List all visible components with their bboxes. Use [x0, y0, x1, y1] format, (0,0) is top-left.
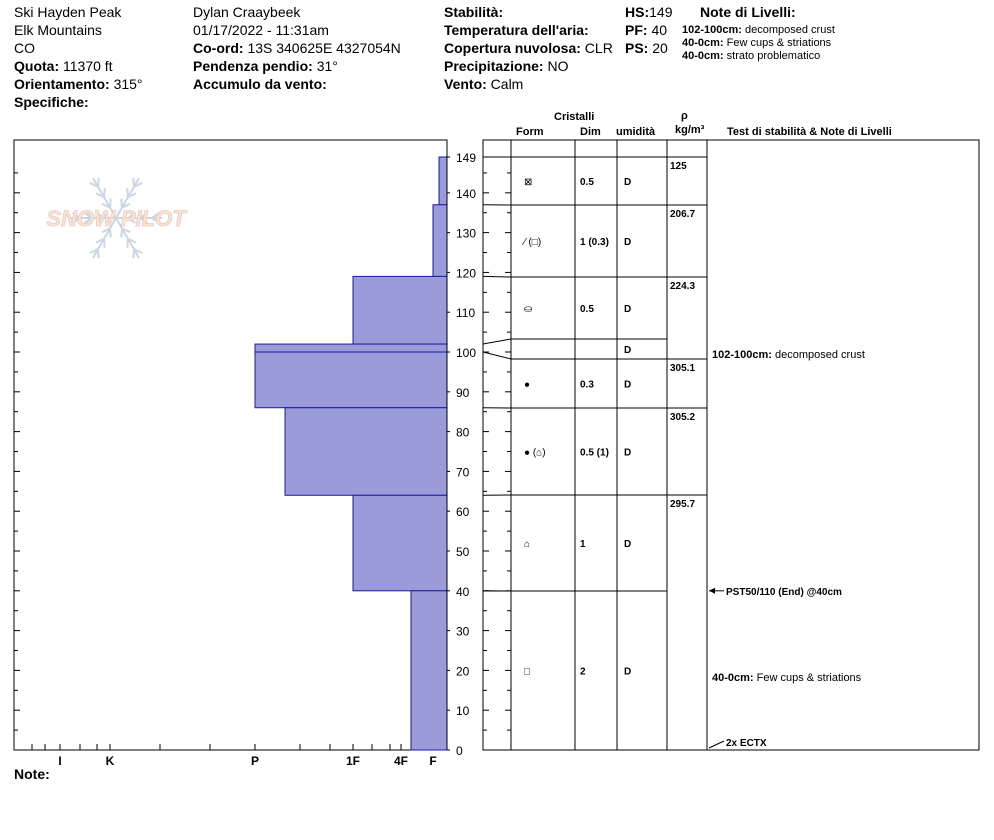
moisture: D — [624, 539, 632, 550]
snowflake-branch — [98, 249, 99, 258]
snowflake-branch — [98, 178, 99, 187]
depth-label: 30 — [456, 624, 470, 639]
hardness-label: 4F — [393, 754, 409, 768]
snowflake-branch — [104, 188, 105, 197]
tests-notes-header: Test di stabilità & Note di Livelli — [727, 126, 892, 138]
snowflake-branch — [133, 249, 134, 258]
specifics-label: Specifiche: — [14, 94, 89, 110]
air-temp-label: Temperatura dell'aria: — [444, 22, 589, 38]
hardness-label: 1F — [345, 754, 361, 768]
depth-label: 110 — [456, 306, 476, 321]
hardness-bar — [353, 495, 447, 591]
density-value: 295.7 — [670, 499, 696, 510]
density-unit-header: kg/m³ — [675, 124, 705, 136]
state: CO — [14, 40, 35, 56]
grain-form: ⌂ — [524, 539, 531, 550]
depth-label: 20 — [456, 664, 470, 679]
depth-label: 80 — [456, 425, 470, 440]
grain-size: 0.3 — [580, 379, 594, 391]
aspect: Orientamento: 315° — [14, 76, 143, 92]
ps-value: PS: 20 — [625, 40, 668, 56]
crystals-header: Cristalli — [554, 111, 595, 123]
wind: Vento: Calm — [444, 76, 524, 92]
depth-label: 140 — [456, 186, 477, 201]
slope-angle: Pendenza pendio: 31° — [193, 58, 338, 74]
hardness-bar — [411, 591, 447, 750]
layer-note: 40-0cm: Few cups & striations — [712, 672, 862, 684]
depth-label: 149 — [456, 151, 477, 165]
grain-size: 0.5 (1) — [580, 447, 609, 459]
depth-label: 0 — [456, 744, 463, 758]
depth-label: 60 — [456, 505, 470, 520]
test-arrow — [709, 588, 715, 594]
density-value: 125 — [670, 161, 687, 172]
hardness-bar — [439, 157, 447, 205]
grain-form: □ — [524, 666, 531, 678]
grain-form: ⁄ (□) — [524, 237, 542, 248]
mountain-range: Elk Mountains — [14, 22, 102, 38]
location-name: Ski Hayden Peak — [14, 4, 122, 20]
dim-header: Dim — [580, 126, 601, 138]
grain-size: 0.5 — [580, 304, 594, 315]
snowflake-branch — [133, 178, 134, 187]
moisture: D — [624, 447, 632, 459]
snowpilot-logo — [46, 178, 187, 258]
density-value: 305.1 — [670, 363, 696, 374]
grain-size: 0.5 — [580, 177, 594, 188]
layer-notes-title: Note di Livelli: — [700, 4, 796, 20]
hs-value: HS:149 — [625, 4, 673, 20]
moisture: D — [624, 237, 632, 248]
moisture: D — [624, 379, 632, 391]
moisture: D — [624, 304, 632, 315]
hardness-bar — [255, 344, 447, 352]
pf-value: PF: 40 — [625, 22, 668, 38]
stability-test: 2x ECTX — [726, 738, 767, 749]
hardness-label: K — [105, 754, 115, 768]
depth-connector — [483, 276, 511, 277]
snowflake-branch — [127, 239, 128, 248]
notes-label: Note: — [14, 766, 50, 782]
depth-label: 10 — [456, 704, 470, 719]
layer-note-1: 102-100cm: decomposed crust — [682, 24, 835, 36]
moisture: D — [624, 177, 632, 188]
coordinates: Co-ord: 13S 340625E 4327054N — [193, 40, 401, 56]
density-value: 206.7 — [670, 209, 696, 220]
depth-label: 40 — [456, 584, 470, 599]
grain-size: 2 — [580, 666, 586, 678]
datetime: 01/17/2022 - 11:31am — [193, 22, 329, 38]
depth-label: 130 — [456, 226, 477, 241]
hardness-bar — [285, 408, 447, 496]
stability-label: Stabilità: — [444, 4, 504, 20]
grain-size: 1 (0.3) — [580, 237, 609, 248]
precipitation: Precipitazione: NO — [444, 58, 569, 74]
grain-form: ● (⌂) — [524, 447, 546, 459]
wind-loading-label: Accumulo da vento: — [193, 76, 327, 92]
layer-table-frame — [483, 140, 979, 750]
elevation: Quota: 11370 ft — [14, 58, 113, 74]
hardness-label: I — [58, 754, 62, 768]
snowflake-branch — [127, 188, 128, 197]
grain-size: 1 — [580, 539, 586, 550]
form-header: Form — [516, 126, 544, 138]
depth-label: 120 — [456, 266, 477, 281]
observer: Dylan Craaybeek — [193, 4, 301, 20]
hardness-label: F — [429, 754, 437, 768]
depth-connector — [483, 352, 511, 359]
test-pointer — [709, 741, 724, 748]
depth-label: 90 — [456, 385, 470, 400]
grain-form: ● — [524, 379, 531, 391]
layer-note-2: 40-0cm: Few cups & striations — [682, 37, 832, 49]
density-value: 224.3 — [670, 281, 696, 292]
layer-note: 102-100cm: decomposed crust — [712, 349, 865, 361]
depth-label: 70 — [456, 465, 470, 480]
moisture-header: umidità — [616, 126, 656, 138]
depth-label: 50 — [456, 545, 470, 560]
snowflake-branch — [104, 239, 105, 248]
hardness-bar — [255, 352, 447, 408]
layer-note-3: 40-0cm: strato problematico — [682, 50, 821, 62]
moisture: D — [624, 666, 632, 678]
depth-label: 100 — [456, 346, 477, 361]
hardness-bar — [353, 276, 447, 344]
stability-test: PST50/110 (End) @40cm — [726, 586, 842, 598]
density-value: 305.2 — [670, 412, 696, 423]
logo-text: SNOW PILOT — [46, 206, 186, 231]
hardness-label: P — [250, 754, 260, 768]
sky-cover: Copertura nuvolosa: CLR — [444, 40, 613, 56]
moisture: D — [624, 345, 632, 356]
grain-form: ⛀ — [524, 304, 533, 315]
hardness-bar — [433, 205, 447, 277]
grain-form: ⊠ — [524, 177, 533, 188]
depth-connector — [483, 339, 511, 344]
rho-header: ρ — [681, 110, 688, 122]
